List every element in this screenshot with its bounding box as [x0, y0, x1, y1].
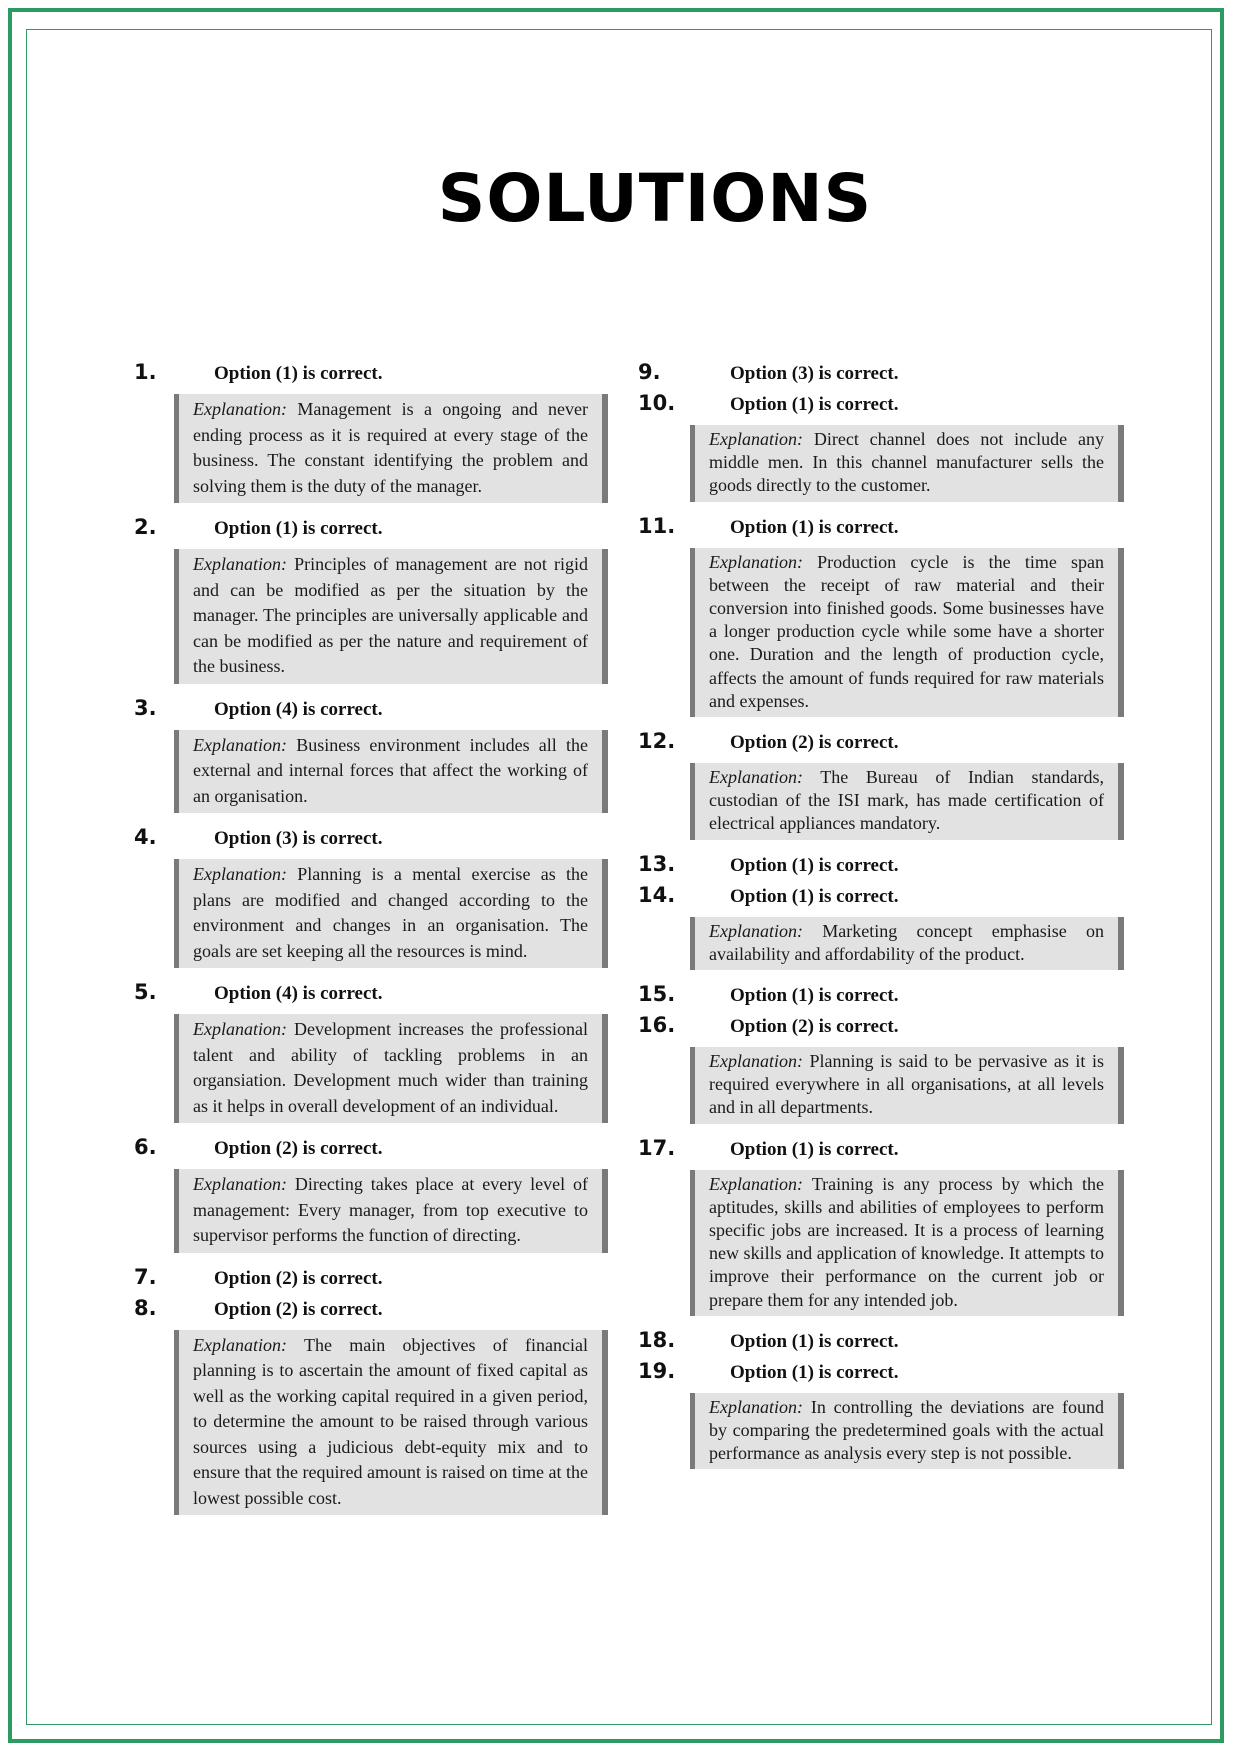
- explanation-text: Directing takes place at every level of management: Every manager, from top executive to supervisor performs the function of directing.: [193, 1174, 589, 1245]
- explanation-box: [690, 425, 1124, 502]
- correct-option: Option (2) is correct.: [214, 1138, 383, 1159]
- explanation-text: In controlling the deviations are found by comparing the predetermined goals with the actual performance as analysis every step is not possible.: [709, 1396, 1105, 1464]
- explanation-label: Explanation:: [193, 864, 287, 884]
- explanation-box: [690, 1047, 1124, 1124]
- explanation-text: The main objectives of financial planning is to ascertain the amount of fixed capital as well as the working capital required in a given period, to determine the amount to be raised through various sources using a judicious debt-equity mix and to ensure that the required amount is raised on time at the lowest possible cost.: [193, 1334, 588, 1508]
- solution-item: [638, 391, 1124, 502]
- solution-item: [134, 696, 608, 814]
- question-number: 2.: [134, 515, 157, 539]
- question-number: 3.: [134, 695, 157, 720]
- explanation-box: [174, 730, 608, 814]
- correct-option: Option (2) is correct.: [730, 732, 899, 754]
- question-answer-line: [638, 1328, 1124, 1359]
- explanation-box: [690, 1170, 1124, 1316]
- explanation-box: [690, 763, 1124, 840]
- question-answer-line: [134, 515, 608, 546]
- correct-option: Option (1) is correct.: [730, 1330, 899, 1352]
- question-number: 10.: [638, 391, 676, 415]
- solution-item: [134, 980, 608, 1123]
- explanation-text: Planning is said to be pervasive as it is required everywhere in all organisations, at all levels and in all departments.: [709, 1051, 1104, 1118]
- question-number: 13.: [638, 851, 676, 876]
- correct-option: Option (2) is correct.: [214, 1298, 383, 1320]
- question-number: 1.: [134, 360, 157, 384]
- explanation-box: [174, 1014, 608, 1123]
- explanation-text: Principles of management are not rigid and can be modified as per the situation by the manager. The principles are universally applicable and can be modified as per the nature and requirement of the business.: [193, 554, 588, 676]
- solution-item: [134, 1296, 608, 1516]
- correct-option: Option (2) is correct.: [214, 1267, 383, 1289]
- correct-option: Option (1) is correct.: [730, 394, 899, 415]
- question-number: 19.: [638, 1358, 676, 1383]
- explanation-text: Direct channel does not include any middle men. In this channel manufacturer sells the goods directly to the customer.: [709, 429, 1104, 496]
- explanation-label: Explanation:: [709, 429, 803, 449]
- question-number: 7.: [134, 1264, 157, 1289]
- solution-item: [134, 360, 608, 503]
- correct-option: Option (3) is correct.: [214, 828, 383, 849]
- solution-item: [134, 515, 608, 684]
- question-answer-line: [638, 391, 1124, 422]
- correct-option: Option (4) is correct.: [214, 983, 383, 1004]
- question-number: 6.: [134, 1135, 157, 1159]
- explanation-box: [174, 1330, 608, 1516]
- correct-option: Option (1) is correct.: [730, 516, 899, 538]
- question-answer-line: [638, 982, 1124, 1013]
- solution-item: [638, 1359, 1124, 1470]
- explanation-box: [174, 859, 608, 968]
- question-answer-line: [134, 360, 608, 391]
- solution-item: [638, 982, 1124, 1013]
- explanation-text: Production cycle is the time span between the receipt of raw material and their conversion into finished goods. Some businesses have a longer production cycle while some have a shorter one. Duration and the length of production cycle, affects the amount of funds required for raw materials and expenses.: [709, 551, 1105, 711]
- question-number: 18.: [638, 1327, 676, 1352]
- question-answer-line: [134, 1265, 608, 1296]
- solution-item: [134, 1265, 608, 1296]
- solution-item: [134, 825, 608, 968]
- explanation-label: Explanation:: [193, 1334, 287, 1355]
- explanation-text: Marketing concept emphasise on availability and affordability of the product.: [709, 920, 1105, 964]
- question-answer-line: [134, 1296, 608, 1327]
- question-number: 14.: [638, 882, 676, 907]
- question-number: 15.: [638, 982, 676, 1007]
- explanation-label: Explanation:: [193, 399, 287, 419]
- explanation-label: Explanation:: [709, 1396, 803, 1417]
- question-number: 9.: [638, 360, 661, 384]
- question-answer-line: [134, 825, 608, 856]
- correct-option: Option (1) is correct.: [730, 1361, 899, 1383]
- explanation-text: Planning is a mental exercise as the plans are modified and changed according to the environment and changes in an organisation. The goals are set keeping all the resources is mind.: [193, 864, 589, 961]
- explanation-box: [690, 917, 1124, 970]
- explanation-label: Explanation:: [709, 920, 803, 941]
- question-answer-line: [134, 696, 608, 727]
- correct-option: Option (1) is correct.: [214, 363, 383, 384]
- question-answer-line: [638, 729, 1124, 760]
- explanation-box: [690, 1393, 1124, 1470]
- explanation-text: Development increases the professional talent and ability of tackling problems in an organsiation. Development much wider than training as it helps in overall development of an individual.: [193, 1019, 588, 1116]
- solution-item: [638, 360, 1124, 391]
- explanation-box: [174, 549, 608, 684]
- question-number: 11.: [638, 513, 676, 538]
- correct-option: Option (1) is correct.: [730, 854, 899, 876]
- explanation-text: Business environment includes all the external and internal forces that affect the working of an organisation.: [193, 734, 589, 806]
- correct-option: Option (2) is correct.: [730, 1016, 899, 1038]
- explanation-label: Explanation:: [709, 767, 803, 788]
- solution-item: [638, 1013, 1124, 1124]
- question-answer-line: [638, 1359, 1124, 1390]
- explanation-text: Management is a ongoing and never ending process as it is required at every stage of the business. The constant identifying the problem and solving them is the duty of the manager.: [193, 399, 589, 496]
- solution-item: [638, 1328, 1124, 1359]
- explanation-box: [174, 394, 608, 503]
- correct-option: Option (4) is correct.: [214, 698, 383, 720]
- explanation-label: Explanation:: [193, 734, 287, 755]
- explanation-text: Training is any process by which the aptitudes, skills and abilities of employees to perform specific jobs are increased. It is a process of learning new skills and application of knowledge. It attempts to improve their performance on the current job or prepare them for any intended job.: [709, 1173, 1104, 1310]
- solution-item: [638, 729, 1124, 840]
- question-number: 12.: [638, 729, 676, 754]
- question-number: 5.: [134, 980, 157, 1004]
- solution-item: [638, 514, 1124, 717]
- correct-option: Option (1) is correct.: [214, 518, 383, 539]
- explanation-text: The Bureau of Indian standards, custodian of the ISI mark, has made certification of electrical appliances mandatory.: [709, 767, 1104, 834]
- explanation-label: Explanation:: [193, 1019, 287, 1039]
- explanation-box: [174, 1169, 608, 1253]
- solution-item: [638, 883, 1124, 970]
- solutions-left-column: [134, 360, 608, 1527]
- correct-option: Option (1) is correct.: [730, 885, 899, 907]
- explanation-label: Explanation:: [709, 1051, 803, 1072]
- solution-item: [134, 1135, 608, 1253]
- question-answer-line: [134, 980, 608, 1011]
- question-number: 17.: [638, 1135, 676, 1160]
- question-answer-line: [638, 360, 1124, 391]
- question-answer-line: [638, 1013, 1124, 1044]
- question-answer-line: [638, 1136, 1124, 1167]
- question-number: 16.: [638, 1013, 676, 1038]
- explanation-label: Explanation:: [193, 1174, 287, 1194]
- question-answer-line: [638, 883, 1124, 914]
- correct-option: Option (1) is correct.: [730, 985, 899, 1007]
- explanation-label: Explanation:: [709, 551, 803, 572]
- page-title: SOLUTIONS: [437, 160, 873, 237]
- question-answer-line: [134, 1135, 608, 1166]
- question-number: 8.: [134, 1295, 157, 1320]
- correct-option: Option (3) is correct.: [730, 363, 899, 384]
- solutions-right-column: [638, 360, 1124, 1481]
- solution-item: [638, 1136, 1124, 1316]
- explanation-label: Explanation:: [709, 1173, 803, 1194]
- solution-item: [638, 852, 1124, 883]
- question-number: 4.: [134, 825, 157, 849]
- question-answer-line: [638, 852, 1124, 883]
- explanation-label: Explanation:: [193, 554, 287, 574]
- explanation-box: [690, 548, 1124, 717]
- correct-option: Option (1) is correct.: [730, 1138, 899, 1160]
- question-answer-line: [638, 514, 1124, 545]
